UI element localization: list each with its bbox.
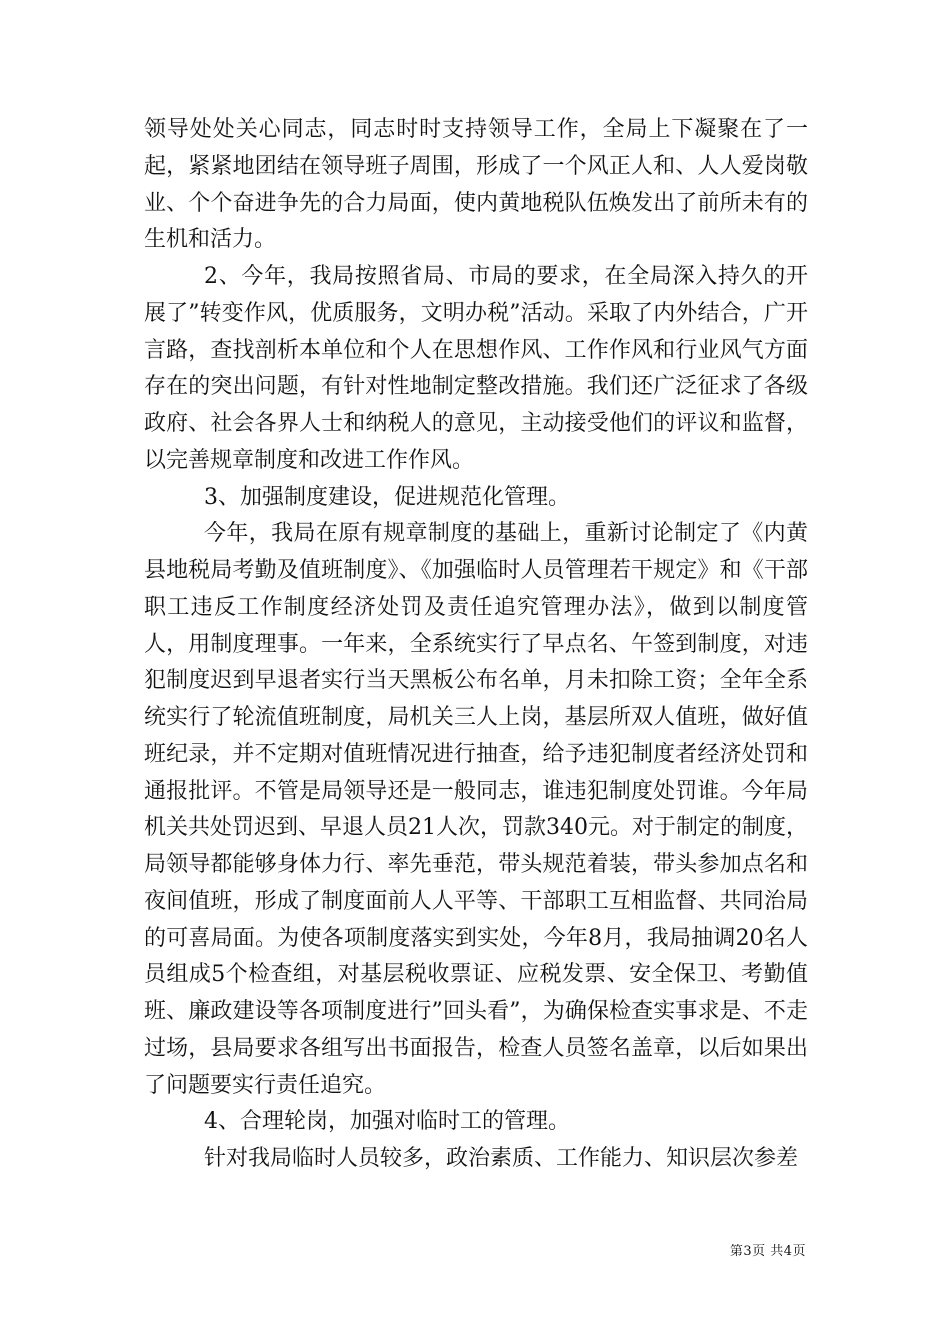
paragraph-body-4: 针对我局临时人员较多，政治素质、工作能力、知识层次参差 [204,1146,799,1171]
paragraph-heading-3: 3、加强制度建设，促进规范化管理。 [204,484,570,510]
paragraph-item-2: 2、今年，我局按照省局、市局的要求，在全局深入持久的开展了”转变作风，优质服务，文明办税”活动。采取了内外结合，广开言路，查找剖析本单位和个人在思想作风、工作作风和行业风气方面存在的突出问题，有针对性地制定整改措施。我们还广泛征求了各级政府、社会各界人士和纳税人的意见，主动接受他们的评议和监督，以完善规章制度和改进工作作风。 [144,264,808,473]
paragraph-continuation: 领导处处关心同志，同志时时支持领导工作，全局上下凝聚在了一起，紧紧地团结在领导班子周围，形成了一个风正人和、人人爱岗敬业、个个奋进争先的合力局面，使内黄地税队伍焕发出了前所未有的生机和活力。 [144,117,808,253]
document-body [144,112,808,1178]
paragraph-body-3: 今年，我局在原有规章制度的基础上，重新讨论制定了《内黄县地税局考勤及值班制度》、《加强临时人员管理若干规定》和《干部职工违反工作制度经济处罚及责任追究管理办法》，做到以制度管人，用制度理事。一年来，全系统实行了早点名、午签到制度，对违犯制度迟到早退者实行当天黑板公布名单，月未扣除工资；全年全系统实行了轮流值班制度，局机关三人上岗，基层所双人值班，做好值班纪录，并不定期对值班情况进行抽查，给予违犯制度者经济处罚和通报批评。不管是局领导还是一般同志，谁违犯制度处罚谁。今年局机关共处罚迟到、早退人员21人次，罚款340元。对于制定的制度，局领导都能够身体力行、率先垂范，带头规范着装，带头参加点名和夜间值班，形成了制度面前人人平等、干部职工互相监督、共同治局的可喜局面。为使各项制度落实到实处，今年8月，我局抽调20名人员组成5个检查组，对基层税收票证、应税发票、安全保卫、考勤值班、廉政建设等各项制度进行”回头看”，为确保检查实事求是、不走过场，县局要求各组写出书面报告，检查人员签名盖章，以后如果出了问题要实行责任追究。 [144,521,808,1098]
page-number-footer: 第3页 共4页 [729,1244,806,1259]
paragraph-heading-4: 4、合理轮岗，加强对临时工的管理。 [204,1109,570,1135]
